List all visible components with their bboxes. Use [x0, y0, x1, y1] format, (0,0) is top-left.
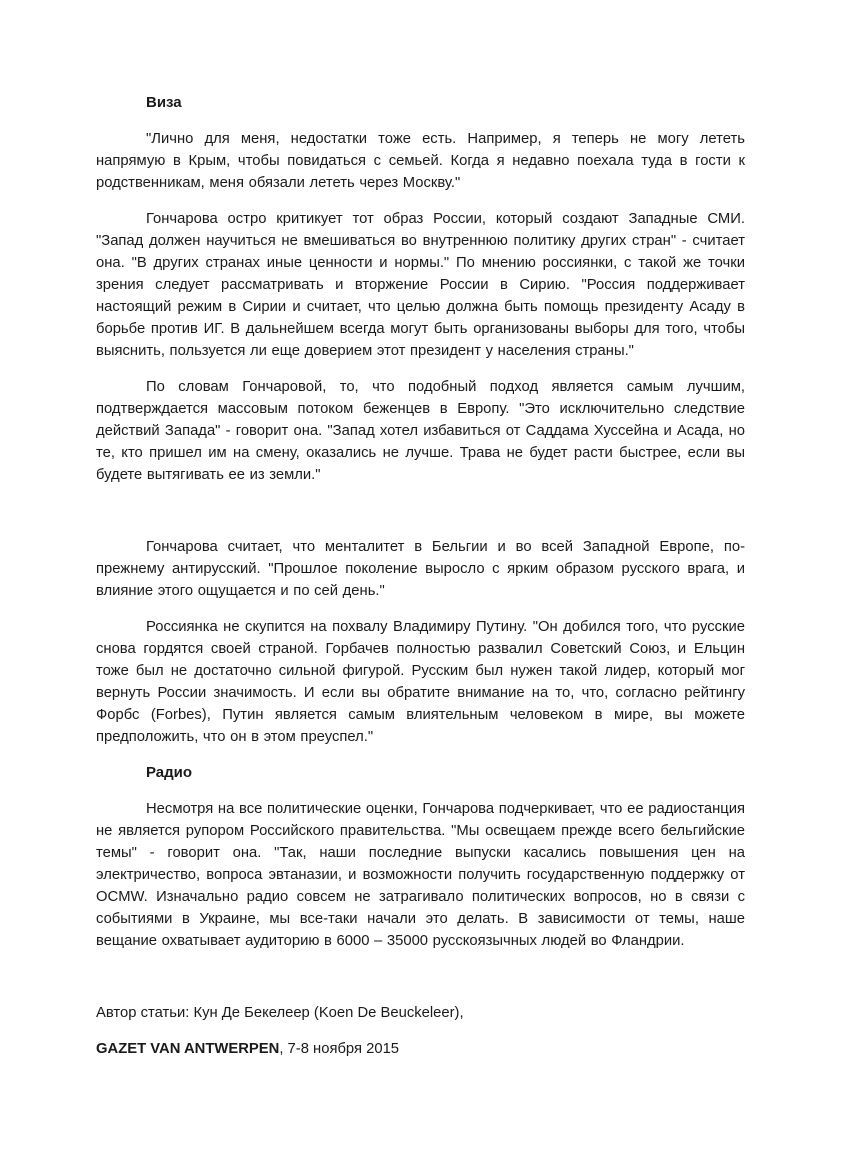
paragraph-putin-praise: Россиянка не скупится на похвалу Владимиру Путину. "Он добился того, что русские снова гордятся своей страной. Горбачев полностью развалил Советский Союз, и Ельцин тоже был не достаточно сильной фигурой. Русским был нужен такой лидер, который мог вернуть России значимость. И если вы обратите внимание на то, что, согласно рейтингу Форбс (Forbes), Путин является самым влиятельным человеком в мире, вы можете предположить, что он в этом преуспел.": [96, 619, 745, 745]
document-content: [96, 92, 745, 1074]
paragraph-refugees: По словам Гончаровой, то, что подобный подход является самым лучшим, подтверждается массовым потоком беженцев в Европу. "Это исключительно следствие действий Запада" - говорит она. "Запад хотел избавиться от Саддама Хуссейна и Асада, но те, кто пришел им на смену, оказались не лучше. Трава не будет расти быстрее, если вы будете вытягивать ее из земли.": [96, 379, 745, 483]
source-line: [96, 1038, 745, 1060]
paragraph-visa-personal: "Лично для меня, недостатки тоже есть. Например, я теперь не могу лететь напрямую в Крым, чтобы повидаться с семьей. Когда я недавно поехала туда в гости к родственникам, меня обязали лететь через Москву.": [96, 131, 745, 191]
source-publication-date: , 7-8 ноября 2015: [279, 1041, 400, 1057]
section-heading-visa: Виза: [146, 94, 182, 111]
empty-line: [96, 966, 745, 988]
paragraph-mentality: Гончарова считает, что менталитет в Бельгии и во всей Западной Европе, по-прежнему антирусский. "Прошлое поколение выросло с ярким образом русского врага, и влияние этого ощущается и по сей день.": [96, 539, 745, 599]
section-heading-radio: Радио: [146, 764, 193, 781]
empty-line: [96, 500, 745, 522]
paragraph-radio-station: Несмотря на все политические оценки, Гончарова подчеркивает, что ее радиостанция не является рупором Российского правительства. "Мы освещаем прежде всего бельгийские темы" - говорит она. "Так, наши последние выпуски касались повышения цен на электричество, вопроса эвтаназии, и возможности получить государственную поддержку от OCMW. Изначально радио совсем не затрагивало политических вопросов, но в связи с событиями в Украине, мы все-таки начали это делать. В зависимости от темы, наше вещание охватывает аудиторию в 6000 – 35000 русскоязычных людей во Фландрии.: [96, 801, 745, 949]
author-line: Автор статьи: Кун Де Бекелеер (Koen De Beuckeleer),: [96, 1005, 464, 1021]
source-publication-name: GAZET VAN ANTWERPEN: [96, 1041, 280, 1057]
paragraph-western-media: Гончарова остро критикует тот образ России, который создают Западные СМИ. "Запад должен научиться не вмешиваться во внутреннюю политику других стран" - считает она. "В других странах иные ценности и нормы." По мнению россиянки, с такой же точки зрения следует рассматривать и вторжение России в Сирию. "Россия поддерживает настоящий режим в Сирии и считает, что целью должна быть помощь президенту Асаду в борьбе против ИГ. В дальнейшем всегда могут быть организованы выборы для того, чтобы выяснить, пользуется ли еще доверием этот президент у населения страны.": [96, 211, 745, 359]
